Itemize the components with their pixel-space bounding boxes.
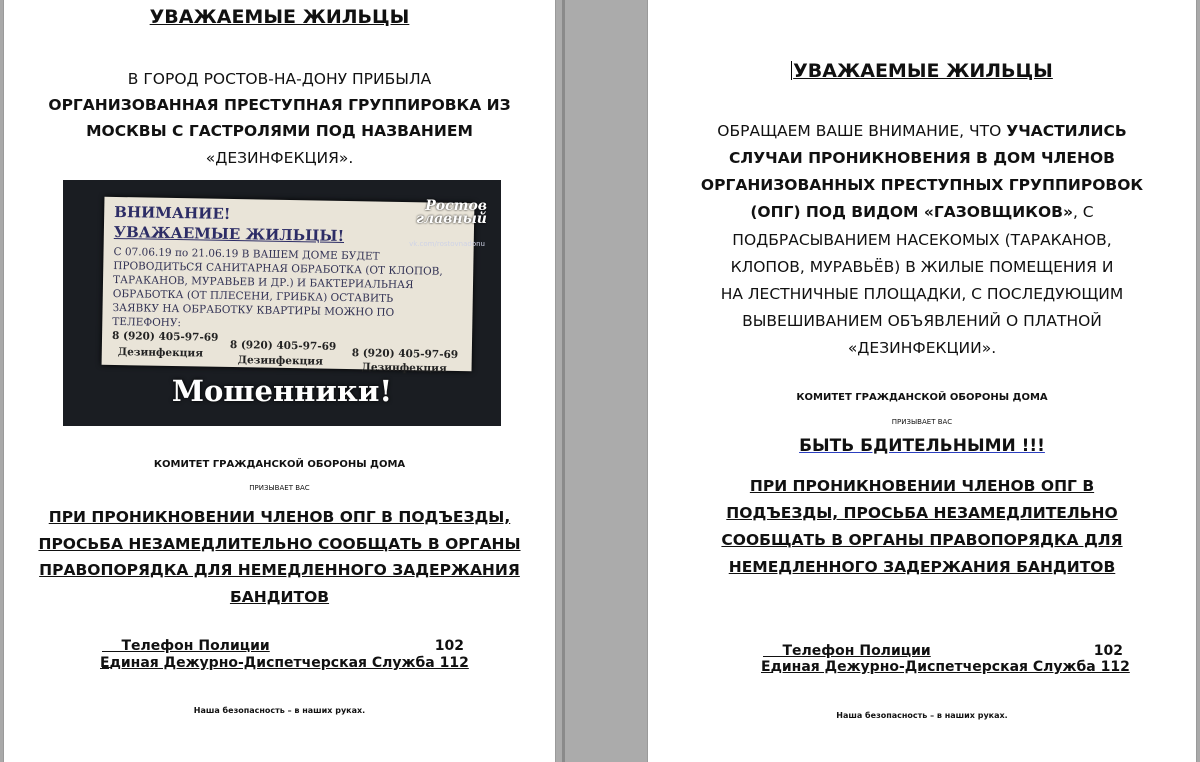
page2-para-line-4 (648, 199, 1196, 225)
notice-tab-phone-3: 8 (920) 405-97-69 (351, 347, 459, 361)
page2-committee: КОМИТЕТ ГРАЖДАНСКОЙ ОБОРОНЫ ДОМА (796, 392, 1048, 403)
notice-line-5: ЗАЯВКУ НА ОБРАБОТКУ КВАРТИРЫ МОЖНО ПО (112, 301, 395, 319)
page2-title-text: УВАЖАЕМЫЕ ЖИЛЬЦЫ (793, 60, 1053, 82)
page2-appeal-line-4: НЕМЕДЛЕННОГО ЗАДЕРЖАНИЯ БАНДИТОВ (728, 558, 1116, 576)
page2-para-line-5: ПОДБРАСЫВАНИЕМ НАСЕКОМЫХ (ТАРАКАНОВ, (732, 231, 1112, 249)
notice-heading-1: ВНИМАНИЕ! (114, 202, 231, 223)
document-page-2 (647, 0, 1197, 762)
notice-line-6: ТЕЛЕФОНУ: (112, 315, 182, 330)
page2-appeal-line-3: СООБЩАТЬ В ОРГАНЫ ПРАВОПОРЯДКА ДЛЯ (721, 531, 1123, 549)
photo-caption: Мошенники! (171, 374, 393, 408)
page1-bold-line-1: ОРГАНИЗОВАННАЯ ПРЕСТУПНАЯ ГРУППИРОВКА ИЗ (48, 96, 511, 114)
page2-police-number: 102 (1093, 643, 1123, 659)
page2-vigilant: БЫТЬ БДИТЕЛЬНЫМИ !!! (799, 436, 1045, 456)
logo-line-2: главный (415, 211, 487, 227)
page1-name-line: «ДЕЗИНФЕКЦИЯ». (205, 149, 354, 167)
page1-intro-line: В ГОРОД РОСТОВ-НА-ДОНУ ПРИБЫЛА (127, 70, 432, 88)
page1-appeal-line-3: ПРАВОПОРЯДКА ДЛЯ НЕМЕДЛЕННОГО ЗАДЕРЖАНИЯ (39, 561, 520, 579)
page2-appeal-line-1: ПРИ ПРОНИКНОВЕНИИ ЧЛЕНОВ ОПГ В (749, 477, 1095, 495)
page2-para-bold-4: (ОПГ) ПОД ВИДОМ «ГАЗОВЩИКОВ» (750, 203, 1073, 221)
page2-edds-line: Единая Дежурно-Диспетчерская Служба 112 (761, 659, 1130, 675)
page2-police-label: Телефон Полиции (782, 643, 931, 659)
page2-appeal-line-2: ПОДЪЕЗДЫ, ПРОСЬБА НЕЗАМЕДЛИТЕЛЬНО (726, 504, 1118, 522)
page1-calls: ПРИЗЫВАЕТ ВАС (249, 484, 310, 492)
page1-appeal-line-4: БАНДИТОВ (229, 588, 330, 606)
notice-line-4: ОБРАБОТКА (ОТ ПЛЕСЕНИ, ГРИБКА) ОСТАВИТЬ (112, 287, 394, 305)
page2-para-line-6: КЛОПОВ, МУРАВЬЁВ) В ЖИЛЫЕ ПОМЕЩЕНИЯ И (730, 258, 1114, 276)
logo-url: vk.com/rostovnadonu (409, 240, 485, 248)
page2-para-line-3: ОРГАНИЗОВАННЫХ ПРЕСТУПНЫХ ГРУППИРОВОК (700, 176, 1144, 194)
notice-tab-phone-2: 8 (920) 405-97-69 (229, 338, 337, 353)
page1-police-number: 102 (434, 638, 464, 654)
page1-motto: Наша безопасность – в наших руках. (193, 706, 366, 715)
page2-para-line-9: «ДЕЗИНФЕКЦИИ». (847, 339, 997, 357)
page2-para-line-7: НА ЛЕСТНИЧНЫЕ ПЛОЩАДКИ, С ПОСЛЕДУЮЩИМ (720, 285, 1124, 303)
page2-para-line-1 (648, 118, 1196, 144)
notice-tab-phone-1: 8 (920) 405-97-69 (111, 329, 219, 344)
page2-calls: ПРИЗЫВАЕТ ВАС (891, 418, 953, 426)
notice-heading-2: УВАЖАЕМЫЕ ЖИЛЬЦЫ! (113, 222, 345, 245)
notice-line-3: ТАРАКАНОВ, МУРАВЬЕВ И ДР.) И БАКТЕРИАЛЬНАЯ (112, 273, 414, 292)
page-gutter (555, 0, 648, 762)
page1-appeal-line-2: ПРОСЬБА НЕЗАМЕДЛИТЕЛЬНО СООБЩАТЬ В ОРГАНЫ (38, 535, 521, 553)
notice-line-2: ПРОВОДИТЬСЯ САНИТАРНАЯ ОБРАБОТКА (ОТ КЛОПОВ, (113, 259, 443, 278)
page1-committee: КОМИТЕТ ГРАЖДАНСКОЙ ОБОРОНЫ ДОМА (153, 459, 406, 470)
page2-title (648, 60, 1196, 82)
page2-para-bold-1: УЧАСТИЛИСЬ (1006, 122, 1127, 140)
notice-tab-label-3: Дезинфекция (361, 361, 447, 375)
page2-para-line-2: СЛУЧАИ ПРОНИКНОВЕНИЯ В ДОМ ЧЛЕНОВ (728, 149, 1115, 167)
rostov-glavny-logo (416, 200, 487, 226)
scroll-rail (562, 0, 565, 762)
text-cursor (791, 61, 792, 80)
page1-edds-line: Единая Дежурно-Диспетчерская Служба 112 (100, 655, 469, 671)
page2-para-line-8: ВЫВЕШИВАНИЕМ ОБЪЯВЛЕНИЙ О ПЛАТНОЙ (742, 312, 1102, 330)
notice-line-1: С 07.06.19 по 21.06.19 В ВАШЕМ ДОМЕ БУДЕТ (113, 245, 380, 263)
page1-police-label: Телефон Полиции (121, 638, 270, 654)
page2-motto: Наша безопасность – в наших руках. (836, 711, 1008, 720)
scam-notice-photo (63, 180, 501, 426)
page1-appeal-line-1: ПРИ ПРОНИКНОВЕНИИ ЧЛЕНОВ ОПГ В ПОДЪЕЗДЫ, (48, 508, 511, 526)
page2-para-rest-4: , С (1072, 203, 1094, 221)
page1-bold-line-2: МОСКВЫ С ГАСТРОЛЯМИ ПОД НАЗВАНИЕМ (86, 122, 473, 140)
document-page-1 (3, 0, 556, 762)
page2-para-intro: ОБРАЩАЕМ ВАШЕ ВНИМАНИЕ, ЧТО (717, 122, 1007, 140)
notice-tab-label-1: Дезинфекция (117, 346, 204, 360)
page1-title: УВАЖАЕМЫЕ ЖИЛЬЦЫ (149, 6, 410, 28)
logo-line-1: Ростов (425, 198, 487, 214)
notice-tab-label-2: Дезинфекция (237, 354, 323, 368)
